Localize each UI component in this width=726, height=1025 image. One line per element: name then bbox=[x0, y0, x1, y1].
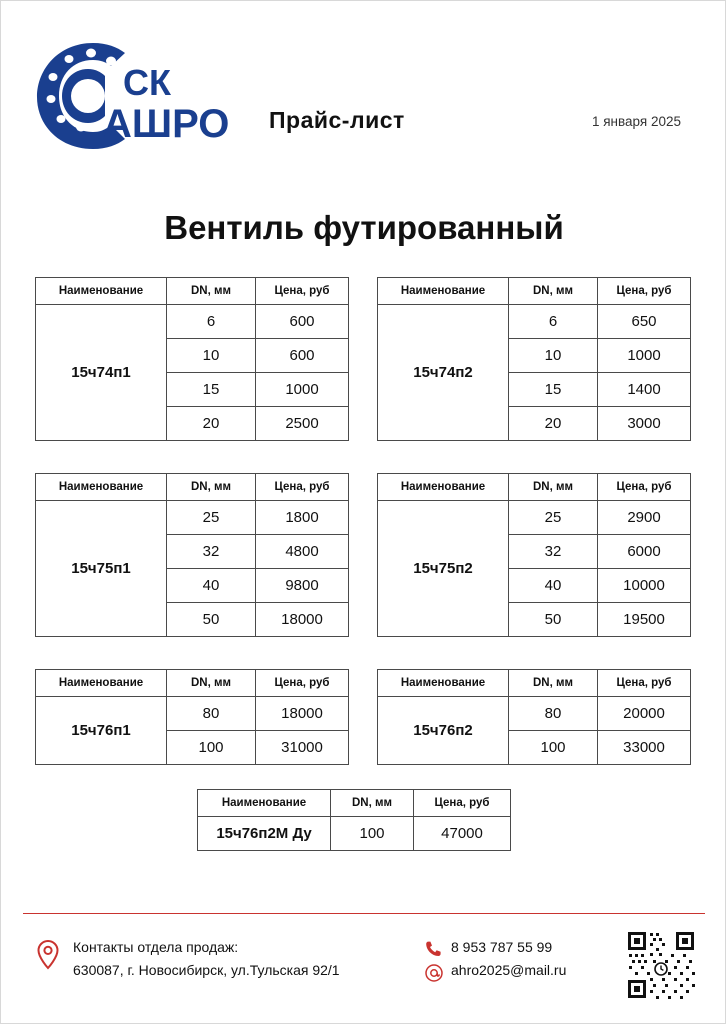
table-row bbox=[198, 817, 511, 851]
dn-value: 10 bbox=[167, 339, 256, 373]
product-name: 15ч76п2 bbox=[378, 697, 509, 765]
dn-value: 6 bbox=[167, 305, 256, 339]
product-name: 15ч74п1 bbox=[36, 305, 167, 441]
table-header-row bbox=[378, 670, 691, 697]
dn-value: 80 bbox=[167, 697, 256, 731]
price-value: 18000 bbox=[256, 697, 349, 731]
price-table-15ch75p1 bbox=[35, 473, 349, 637]
dn-value: 100 bbox=[331, 817, 414, 851]
dn-value: 100 bbox=[509, 731, 598, 765]
dn-value: 6 bbox=[509, 305, 598, 339]
price-value: 18000 bbox=[256, 603, 349, 637]
email-icon bbox=[425, 964, 443, 982]
table-header-row bbox=[36, 278, 349, 305]
table-row bbox=[378, 305, 691, 339]
dn-value: 25 bbox=[509, 501, 598, 535]
col-header-price: Цена, руб bbox=[598, 670, 691, 697]
table-header-row bbox=[36, 474, 349, 501]
price-value: 600 bbox=[256, 339, 349, 373]
dn-value: 20 bbox=[167, 407, 256, 441]
dn-value: 40 bbox=[509, 569, 598, 603]
price-table-15ch76p1 bbox=[35, 669, 349, 765]
price-table-15ch76p2m-du bbox=[197, 789, 511, 851]
table-row bbox=[378, 501, 691, 535]
price-table-15ch74p1 bbox=[35, 277, 349, 441]
table-header-row bbox=[36, 670, 349, 697]
col-header-price: Цена, руб bbox=[598, 278, 691, 305]
phone-icon bbox=[425, 940, 443, 958]
logo-text-ck: СК bbox=[123, 62, 171, 103]
price-table-15ch74p2 bbox=[377, 277, 691, 441]
col-header-name: Наименование bbox=[36, 278, 167, 305]
price-value: 6000 bbox=[598, 535, 691, 569]
dn-value: 15 bbox=[167, 373, 256, 407]
col-header-dn: DN, мм bbox=[509, 670, 598, 697]
price-value: 1800 bbox=[256, 501, 349, 535]
table-row bbox=[36, 305, 349, 339]
table-row bbox=[378, 697, 691, 731]
email-address[interactable]: ahro2025@mail.ru bbox=[451, 962, 567, 978]
price-list-title: Прайс-лист bbox=[269, 107, 405, 133]
col-header-dn: DN, мм bbox=[331, 790, 414, 817]
col-header-price: Цена, руб bbox=[256, 278, 349, 305]
price-value: 20000 bbox=[598, 697, 691, 731]
dn-value: 80 bbox=[509, 697, 598, 731]
price-table-15ch75p2 bbox=[377, 473, 691, 637]
dn-value: 40 bbox=[167, 569, 256, 603]
dn-value: 25 bbox=[167, 501, 256, 535]
dn-value: 100 bbox=[167, 731, 256, 765]
col-header-name: Наименование bbox=[36, 474, 167, 501]
price-value: 3000 bbox=[598, 407, 691, 441]
product-name: 15ч76п1 bbox=[36, 697, 167, 765]
table-header-row bbox=[378, 474, 691, 501]
col-header-dn: DN, мм bbox=[167, 670, 256, 697]
price-value: 47000 bbox=[414, 817, 511, 851]
dn-value: 50 bbox=[509, 603, 598, 637]
price-value: 33000 bbox=[598, 731, 691, 765]
contacts-address: 630087, г. Новосибирск, ул.Тульская 92/1 bbox=[73, 962, 340, 978]
dn-value: 32 bbox=[167, 535, 256, 569]
col-header-name: Наименование bbox=[36, 670, 167, 697]
price-value: 1400 bbox=[598, 373, 691, 407]
col-header-price: Цена, руб bbox=[598, 474, 691, 501]
col-header-price: Цена, руб bbox=[256, 474, 349, 501]
table-row bbox=[36, 697, 349, 731]
dn-value: 15 bbox=[509, 373, 598, 407]
col-header-price: Цена, руб bbox=[414, 790, 511, 817]
company-logo bbox=[31, 33, 241, 155]
price-value: 4800 bbox=[256, 535, 349, 569]
product-name: 15ч75п1 bbox=[36, 501, 167, 637]
price-value: 31000 bbox=[256, 731, 349, 765]
price-value: 650 bbox=[598, 305, 691, 339]
dn-value: 10 bbox=[509, 339, 598, 373]
col-header-dn: DN, мм bbox=[509, 474, 598, 501]
location-pin-icon bbox=[37, 940, 59, 970]
table-row bbox=[36, 501, 349, 535]
dn-value: 32 bbox=[509, 535, 598, 569]
col-header-name: Наименование bbox=[378, 278, 509, 305]
product-name: 15ч76п2М Ду bbox=[198, 817, 331, 851]
footer-divider bbox=[23, 913, 705, 914]
dn-value: 50 bbox=[167, 603, 256, 637]
qr-code[interactable] bbox=[625, 929, 697, 1001]
dn-value: 20 bbox=[509, 407, 598, 441]
logo-text-ahro: АШРО bbox=[103, 102, 230, 146]
contacts-label: Контакты отдела продаж: bbox=[73, 939, 239, 955]
price-table-15ch76p2 bbox=[377, 669, 691, 765]
col-header-name: Наименование bbox=[198, 790, 331, 817]
document-header bbox=[1, 1, 726, 181]
col-header-name: Наименование bbox=[378, 670, 509, 697]
price-value: 2900 bbox=[598, 501, 691, 535]
col-header-price: Цена, руб bbox=[256, 670, 349, 697]
price-value: 600 bbox=[256, 305, 349, 339]
col-header-dn: DN, мм bbox=[509, 278, 598, 305]
table-header-row bbox=[198, 790, 511, 817]
price-value: 10000 bbox=[598, 569, 691, 603]
price-value: 1000 bbox=[256, 373, 349, 407]
product-name: 15ч75п2 bbox=[378, 501, 509, 637]
page-title: Вентиль футированный bbox=[164, 209, 564, 246]
phone-number[interactable]: 8 953 787 55 99 bbox=[451, 939, 553, 955]
col-header-dn: DN, мм bbox=[167, 474, 256, 501]
price-value: 2500 bbox=[256, 407, 349, 441]
price-value: 19500 bbox=[598, 603, 691, 637]
col-header-dn: DN, мм bbox=[167, 278, 256, 305]
document-footer bbox=[1, 921, 726, 1025]
col-header-name: Наименование bbox=[378, 474, 509, 501]
table-header-row bbox=[378, 278, 691, 305]
price-value: 1000 bbox=[598, 339, 691, 373]
price-value: 9800 bbox=[256, 569, 349, 603]
product-name: 15ч74п2 bbox=[378, 305, 509, 441]
document-date: 1 января 2025 bbox=[591, 114, 681, 129]
